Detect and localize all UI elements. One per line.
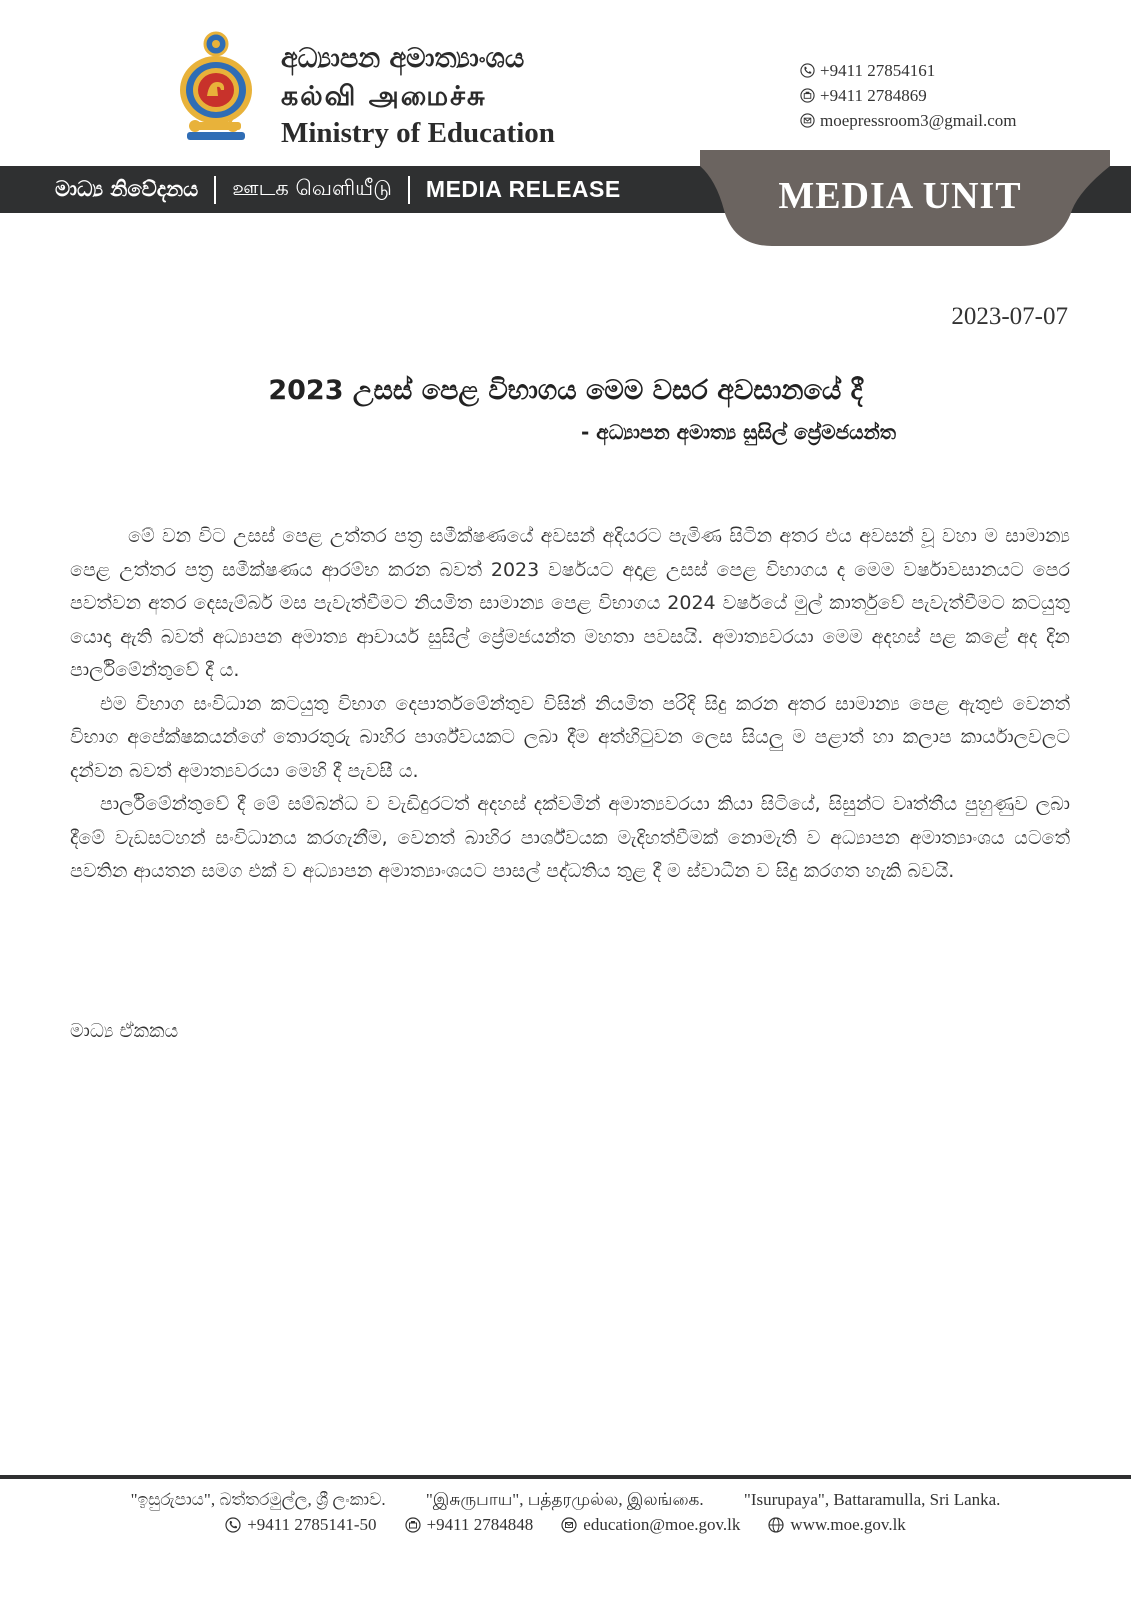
footer-address bbox=[0, 1490, 1131, 1512]
footer-website-link[interactable]: www.moe.gov.lk bbox=[790, 1515, 906, 1534]
email-icon bbox=[800, 113, 820, 128]
footer-phone bbox=[225, 1515, 376, 1535]
phone-icon bbox=[225, 1517, 241, 1533]
footer-divider bbox=[0, 1475, 1131, 1479]
footer-address-sinhala: "ඉසුරුපාය", බත්තරමුල්ල, ශ්‍රී ලංකාව. bbox=[130, 1490, 386, 1509]
media-unit-label: MEDIA UNIT bbox=[778, 175, 1022, 217]
release-body bbox=[70, 520, 1070, 889]
org-name-sinhala: අධ්‍යාපන අමාත්‍යාංශය bbox=[281, 43, 525, 74]
footer-fax-text: +9411 2784848 bbox=[426, 1515, 534, 1534]
body-paragraph: මේ වන විට උසස් පෙළ උත්තර පත්‍ර සමීක්ෂණයේ අවසන් අදියරට පැමිණ සිටින අතර එය අවසන් වූ වහා ම සාමාන්‍ය පෙළ උත්තර පත්‍ර සමීක්ෂණය ආරම්භ කරන බවත් 2023 වර්ෂයට අදාළ උසස් පෙළ විභාගය ද මෙම වර්ෂාවසානයට පෙර පවත්වන අතර දෙසැම්බර් මස පැවැත්වීමට නියමිත සාමාන්‍ය පෙළ විභාගය 2024 වර්ෂයේ මුල් කාර්තුවේ පැවැත්වීමට කටයුතු යොදා ඇති බවත් අධ්‍යාපන අමාත්‍ය ආචාර්ය සුසිල් ප්‍රේමජයන්ත මහතා පවසයි. අමාත්‍යවරයා මෙම අදහස් පළ කළේ අද දින පාර්ලිමේන්තුවේ දී ය. bbox=[70, 525, 1070, 681]
phone-icon bbox=[800, 63, 820, 78]
banner-divider bbox=[214, 176, 216, 204]
release-title: 2023 උසස් පෙළ විභාගය මෙම වසර අවසානයේ දී bbox=[268, 375, 863, 406]
organization-name bbox=[281, 40, 555, 150]
fax-icon bbox=[405, 1517, 421, 1533]
footer-email-text[interactable]: education@moe.gov.lk bbox=[583, 1515, 741, 1534]
footer-phone-text[interactable]: +9411 2785141-50 bbox=[247, 1515, 377, 1534]
banner-label-english: MEDIA RELEASE bbox=[425, 176, 621, 202]
contact-fax-text: +9411 2784869 bbox=[820, 85, 927, 105]
globe-icon bbox=[768, 1517, 784, 1533]
contact-phone bbox=[800, 58, 1016, 83]
footer-contacts bbox=[0, 1515, 1131, 1535]
banner-label-tamil: ஊடக வெளியீடு bbox=[232, 176, 392, 200]
media-unit-tab bbox=[700, 150, 1110, 250]
release-date: 2023-07-07 bbox=[951, 303, 1068, 330]
signature: මාධ්‍ය ඒකකය bbox=[70, 1020, 179, 1042]
footer-website bbox=[768, 1515, 905, 1535]
banner-label-sinhala: මාධ්‍ය නිවේදනය bbox=[55, 177, 199, 201]
release-subtitle: - අධ්‍යාපන අමාත්‍ය සුසිල් ප්‍රේමජයන්ත bbox=[580, 420, 896, 444]
org-name-english: Ministry of Education bbox=[281, 117, 555, 149]
footer-address-english: "Isurupaya", Battaramulla, Sri Lanka. bbox=[743, 1490, 1001, 1509]
banner-labels bbox=[55, 166, 621, 213]
footer-email bbox=[561, 1515, 740, 1535]
government-emblem bbox=[177, 30, 255, 142]
email-icon bbox=[561, 1517, 577, 1533]
emblem-icon bbox=[177, 30, 255, 142]
footer-fax bbox=[405, 1515, 534, 1535]
fax-icon bbox=[800, 88, 820, 103]
header-contacts bbox=[800, 58, 1016, 133]
footer-address-tamil: "இசுருபாய", பத்தரமுல்ல, இலங்கை. bbox=[425, 1490, 704, 1509]
org-name-tamil: கல்வி அமைச்சு bbox=[281, 81, 487, 112]
contact-email-text[interactable]: moepressroom3@gmail.com bbox=[820, 110, 1017, 130]
contact-email bbox=[800, 108, 1016, 133]
body-paragraph: පාර්ලිමේන්තුවේ දී මේ සම්බන්ධ ව වැඩිදුරටත් අදහස් දක්වමින් අමාත්‍යවරයා කියා සිටියේ, සිසුන්ට වෘත්තීය පුහුණුව ලබා දීමේ වැඩසටහන් සංවිධානය කරගැනීම, වෙනත් බාහිර පාර්ශ්වයක මැදිහත්වීමක් නොමැති ව අධ්‍යාපන අමාත්‍යාංශය යටතේ පවතින ආයතන සමග එක් ව අධ්‍යාපන අමාත්‍යාංශයට පාසල් පද්ධතිය තුළ දී ම ස්වාධීන ව සිදු කරගත හැකි බවයි. bbox=[70, 793, 1070, 882]
contact-fax bbox=[800, 83, 1016, 108]
contact-phone-text[interactable]: +9411 27854161 bbox=[820, 60, 936, 80]
banner-divider bbox=[408, 176, 410, 204]
body-paragraph: එම විභාග සංවිධාන කටයුතු විභාග දෙපාර්තමේන්තුව විසින් නියමිත පරිදි සිදු කරන අතර සාමාන්‍ය පෙළ ඇතුළු වෙනත් විභාග අපේක්ෂකයන්ගේ තොරතුරු බාහිර පාර්ශ්වයකට ලබා දීම අත්හිටුවන ලෙස සියලු ම පළාත් හා කලාප කාර්යාලවලට දන්වන බවත් අමාත්‍යවරයා මෙහි දී පැවසී ය. bbox=[70, 692, 1070, 782]
